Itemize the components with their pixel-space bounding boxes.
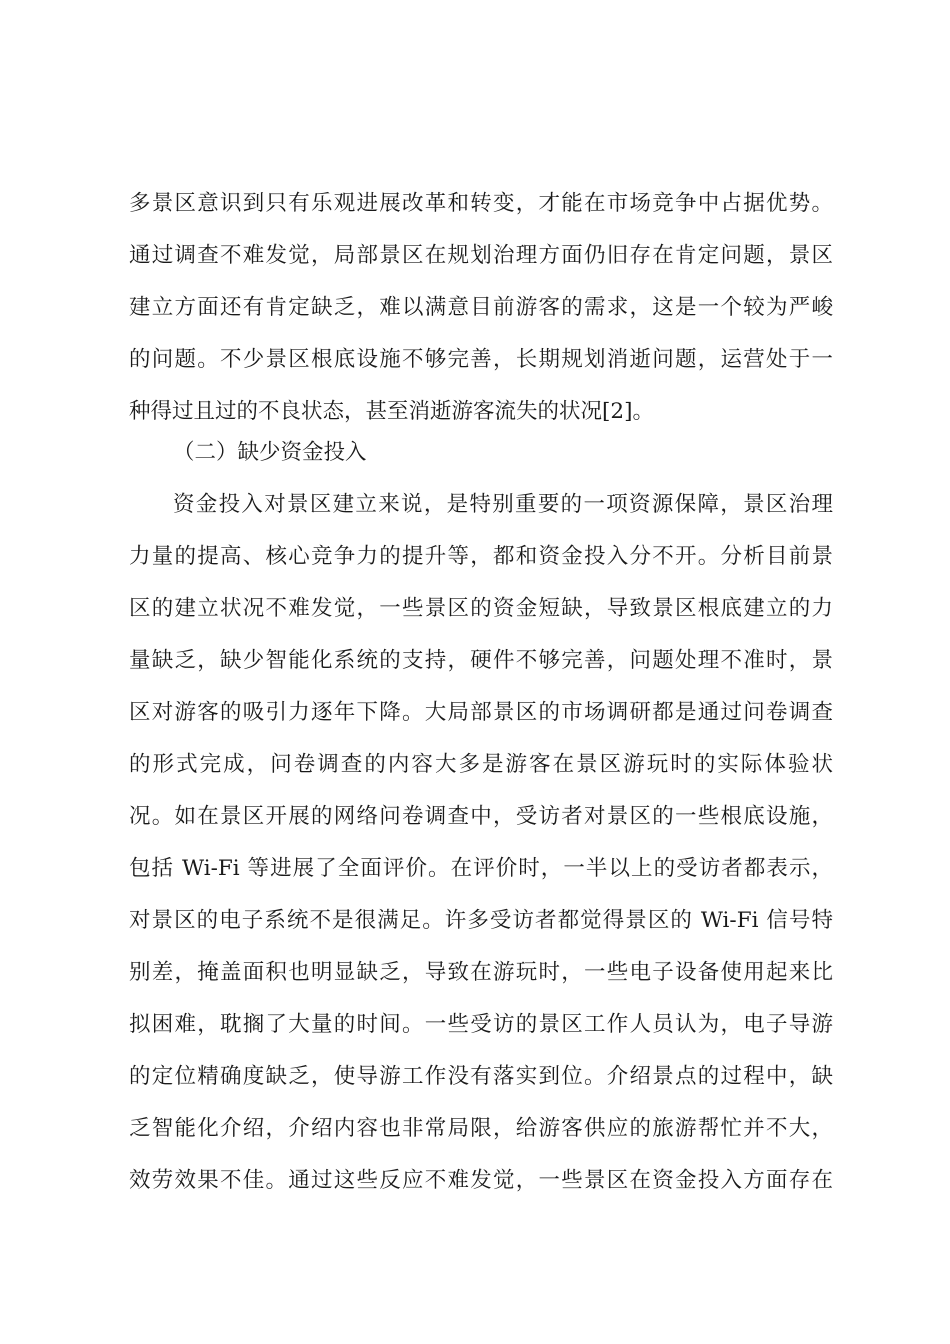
paragraph-line: 效劳效果不佳。通过这些反应不难发觉，一些景区在资金投入方面存在	[129, 1168, 833, 1193]
paragraph-line: 包括 Wi-Fi 等进展了全面评价。在评价时，一半以上的受访者都表示，	[129, 856, 833, 881]
paragraph-line: 区对游客的吸引力逐年下降。大局部景区的市场调研都是通过问卷调查	[129, 700, 833, 725]
paragraph-line: 通过调查不难发觉，局部景区在规划治理方面仍旧存在肯定问题，景区	[129, 243, 833, 268]
paragraph-line: 的问题。不少景区根底设施不够完善，长期规划消逝问题，运营处于一	[129, 347, 833, 372]
paragraph-line: 种得过且过的不良状态，甚至消逝游客流失的状况[2]。	[129, 399, 654, 424]
paragraph-line: 的形式完成，问卷调查的内容大多是游客在景区游玩时的实际体验状	[129, 752, 833, 777]
paragraph-line: 乏智能化介绍，介绍内容也非常局限，给游客供应的旅游帮忙并不大，	[129, 1116, 833, 1141]
paragraph-line: 别差，掩盖面积也明显缺乏，导致在游玩时，一些电子设备使用起来比	[129, 960, 833, 985]
paragraph-line: 多景区意识到只有乐观进展改革和转变，才能在市场竞争中占据优势。	[129, 191, 833, 216]
paragraph-line: 对景区的电子系统不是很满足。许多受访者都觉得景区的 Wi-Fi 信号特	[129, 908, 833, 933]
paragraph-line: 力量的提高、核心竞争力的提升等，都和资金投入分不开。分析目前景	[129, 544, 833, 569]
paragraph-line: 况。如在景区开展的网络问卷调查中，受访者对景区的一些根底设施，	[129, 804, 833, 829]
paragraph-line: 的定位精确度缺乏，使导游工作没有落实到位。介绍景点的过程中，缺	[129, 1064, 833, 1089]
paragraph-line: 量缺乏，缺少智能化系统的支持，硬件不够完善，问题处理不准时，景	[129, 648, 833, 673]
paragraph-line: 区的建立状况不难发觉，一些景区的资金短缺，导致景区根底建立的力	[129, 596, 833, 621]
paragraph-line: 建立方面还有肯定缺乏，难以满意目前游客的需求，这是一个较为严峻	[129, 295, 833, 320]
paragraph-line: 拟困难，耽搁了大量的时间。一些受访的景区工作人员认为，电子导游	[129, 1012, 833, 1037]
section-heading: （二）缺少资金投入	[173, 440, 367, 465]
paragraph-line: 资金投入对景区建立来说，是特别重要的一项资源保障，景区治理	[173, 492, 833, 517]
